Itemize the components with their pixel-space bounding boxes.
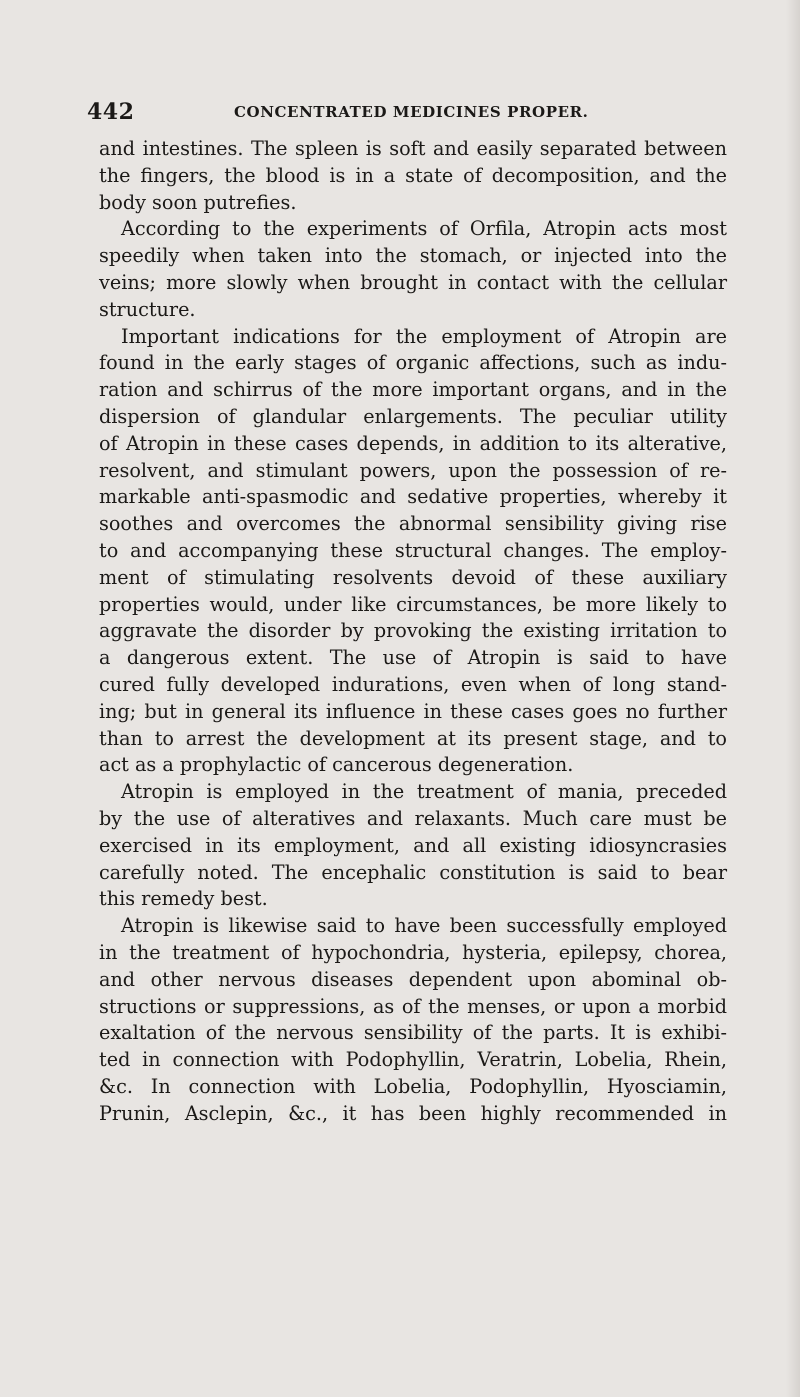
text-line: resolvent, and stimulant powers, upon the possession of re- [99, 458, 727, 482]
text-line: by the use of alteratives and relaxants. Much care must be [99, 806, 727, 830]
text-line: found in the early stages of organic affections, such as indu- [99, 351, 727, 375]
text-line: to and accompanying these structural changes. The employ- [99, 538, 727, 562]
text-line: the fingers, the blood is in a state of decomposition, and the [99, 163, 727, 187]
text-line: structure. [99, 297, 196, 321]
text-line: According to the experiments of Orfila, Atropin acts most [121, 217, 727, 241]
page-number: 442 [87, 99, 135, 125]
page-edge-shadow [786, 0, 800, 1397]
text-line: Important indications for the employment of Atropin are [121, 324, 727, 348]
text-line: properties would, under like circumstances, be more likely to [99, 592, 727, 616]
text-line: and intestines. The spleen is soft and easily separated between [99, 137, 727, 160]
text-line: soothes and overcomes the abnormal sensibility giving rise [99, 512, 727, 536]
text-line: &c. In connection with Lobelia, Podophyllin, Hyosciamin, [99, 1074, 727, 1098]
text-line: a dangerous extent. The use of Atropin is said to have [99, 646, 727, 670]
text-line: body soon putrefies. [99, 190, 297, 214]
text-line: ment of stimulating resolvents devoid of these auxiliary [99, 565, 727, 589]
text-line: ted in connection with Podophyllin, Veratrin, Lobelia, Rhein, [99, 1048, 727, 1072]
running-title: CONCENTRATED MEDICINES PROPER. [234, 103, 589, 121]
text-line: in the treatment of hypochondria, hysteria, epilepsy, chorea, [99, 940, 727, 964]
body-text [99, 136, 727, 1127]
text-line: exercised in its employment, and all existing idiosyncrasies [99, 833, 727, 857]
text-line: Prunin, Asclepin, &c., it has been highly recommended in [99, 1101, 727, 1125]
text-line: veins; more slowly when brought in contact with the cellular [99, 270, 727, 294]
text-line: ration and schirrus of the more important organs, and in the [99, 378, 727, 402]
text-line: structions or suppressions, as of the menses, or upon a morbid [99, 994, 727, 1018]
text-line: ing; but in general its influence in these cases goes no further [99, 699, 727, 723]
text-line: Atropin is employed in the treatment of mania, preceded [121, 780, 727, 804]
text-line: carefully noted. The encephalic constitution is said to bear [99, 860, 727, 884]
text-line: speedily when taken into the stomach, or injected into the [99, 244, 727, 268]
text-line: markable anti-spasmodic and sedative properties, whereby it [99, 485, 727, 509]
page-header [87, 99, 727, 131]
text-line: Atropin is likewise said to have been successfully employed [121, 914, 727, 938]
text-line: of Atropin in these cases depends, in addition to its alterative, [99, 431, 727, 455]
text-line: exaltation of the nervous sensibility of the parts. It is exhibi- [99, 1021, 727, 1045]
text-line: and other nervous diseases dependent upon abominal ob- [99, 967, 727, 991]
text-line: act as a prophylactic of cancerous degeneration. [99, 753, 574, 777]
text-line: cured fully developed indurations, even when of long stand- [99, 672, 727, 696]
text-line: aggravate the disorder by provoking the existing irritation to [99, 619, 727, 643]
text-line: this remedy best. [99, 887, 268, 911]
text-line: dispersion of glandular enlargements. The peculiar utility [99, 404, 727, 428]
text-line: than to arrest the development at its present stage, and to [99, 726, 727, 750]
